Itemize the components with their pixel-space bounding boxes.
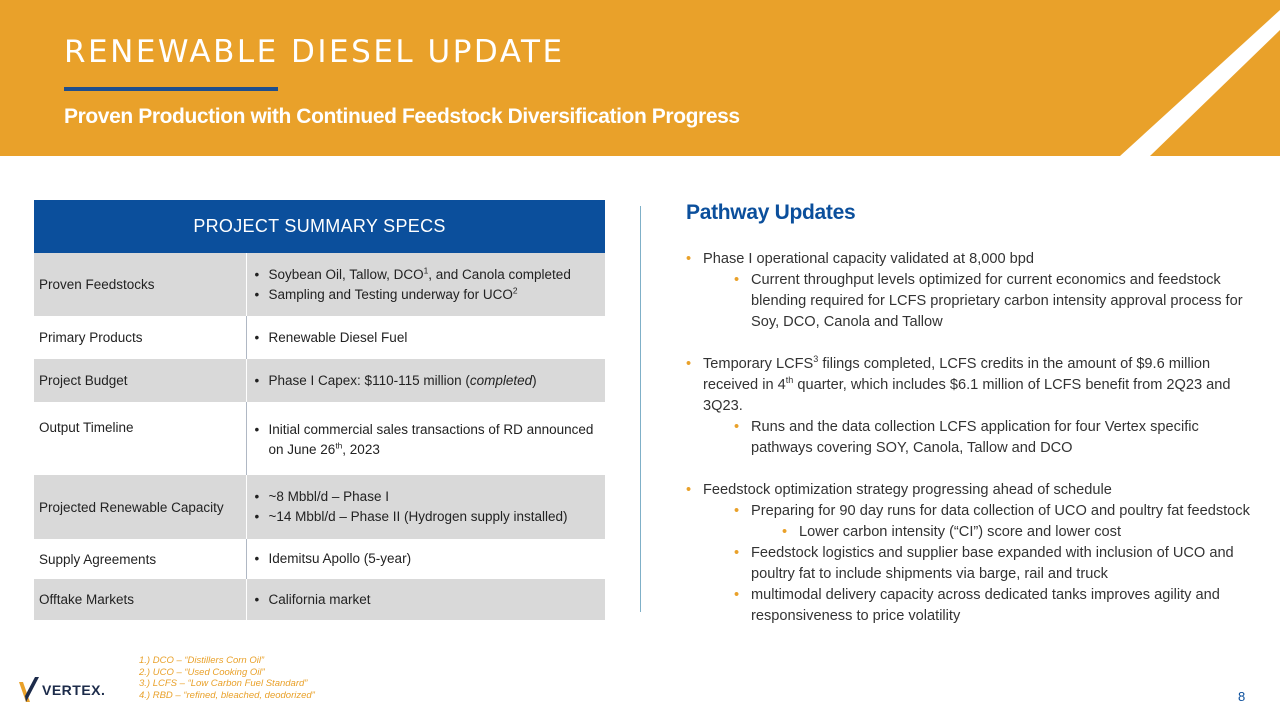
list-item: • Sampling and Testing underway for UCO$^2$ (255, 285, 600, 305)
list-item: • ~8 Mbbl/d – Phase I (255, 487, 600, 507)
project-summary-table (34, 200, 605, 620)
list-item: • Preparing for 90 day runs for data collection of UCO and poultry fat feedstock (686, 501, 1252, 522)
table-row (34, 539, 605, 579)
table-row (34, 402, 605, 475)
list-item: • Runs and the data collection LCFS application for four Vertex specific pathways covering SOY, Canola, Tallow and DCO (734, 419, 1199, 456)
list-item: • Phase I operational capacity validated at 8,000 bpd (686, 249, 1252, 270)
header-swoosh-icon (0, 0, 1280, 156)
footnote: 4.) RBD – “refined, bleached, deodorized” (139, 689, 315, 701)
footnote: 2.) UCO – “Used Cooking Oil” (139, 666, 265, 678)
list-item: • Soybean Oil, Tallow, DCO$^1$, and Canola completed (255, 265, 600, 285)
table-row (34, 253, 605, 316)
row-label: Supply Agreements (39, 551, 157, 567)
list-item: • California market (255, 590, 600, 610)
header-banner (0, 0, 1280, 156)
row-label: Output Timeline (39, 420, 134, 435)
vertex-logo (18, 676, 105, 704)
row-label: Primary Products (39, 330, 143, 345)
page-subtitle: Proven Production with Continued Feedstock Diversification Progress (64, 105, 740, 128)
list-item: • Temporary LCFS$^3$ filings completed, LCFS credits in the amount of $9.6 million received in 4th quarter, which includes $6.1 million of LCFS benefit from 2Q23 and 3Q23. (686, 354, 1231, 414)
bullet-icon: • (734, 503, 740, 519)
list-item: • Initial commercial sales transactions of RD announced on June 26th, 2023 (255, 420, 600, 460)
footnote: 3.) LCFS – “Low Carbon Fuel Standard” (139, 678, 308, 689)
table-row (34, 316, 605, 359)
list-item: • Renewable Diesel Fuel (255, 328, 600, 348)
row-label: Project Budget (34, 359, 246, 402)
list-item: • Feedstock logistics and supplier base expanded with inclusion of UCO and poultry fat to include shipments via barge, rail and truck (734, 545, 1234, 582)
bullet-icon: • (734, 272, 740, 288)
pathway-heading: Pathway Updates (686, 201, 856, 224)
page-number: 8 (1238, 689, 1246, 704)
list-item: • Current throughput levels optimized for current economics and feedstock blending required for LCFS proprietary carbon intensity approval process for Soy, DCO, Canola and Tallow (734, 272, 1243, 330)
title-underline (64, 87, 278, 91)
table-heading: PROJECT SUMMARY SPECS (34, 200, 605, 253)
bullet-icon: • (782, 524, 788, 540)
bullet-icon: • (686, 251, 692, 267)
list-item: • Phase I Capex: $110-115 million (completed) (255, 371, 600, 391)
pathway-list (686, 249, 1252, 627)
row-label: Proven Feedstocks (34, 253, 246, 316)
table-row (34, 475, 605, 539)
table-row (34, 579, 605, 620)
table-row (34, 359, 605, 402)
bullet-icon: • (686, 356, 692, 372)
footnote: 1.) DCO – “Distillers Corn Oil” (139, 655, 265, 666)
list-item: • Idemitsu Apollo (5-year) (255, 549, 600, 569)
logo-text: VERTEX. (42, 682, 106, 698)
bullet-icon: • (734, 545, 740, 561)
row-label: Offtake Markets (34, 579, 246, 620)
list-item: • Feedstock optimization strategy progressing ahead of schedule (686, 480, 1252, 501)
bullet-icon: • (734, 587, 740, 603)
page-title: RENEWABLE DIESEL UPDATE (64, 34, 565, 70)
list-item: • Lower carbon intensity (“CI”) score and lower cost (686, 522, 1252, 543)
bullet-icon: • (734, 419, 740, 435)
vertex-check-icon (18, 676, 40, 704)
list-item: • ~14 Mbbl/d – Phase II (Hydrogen supply installed) (255, 507, 600, 527)
column-divider (640, 206, 641, 612)
row-label: Projected Renewable Capacity (34, 475, 246, 539)
bullet-icon: • (686, 482, 692, 498)
footnotes (139, 655, 315, 701)
list-item: • multimodal delivery capacity across dedicated tanks improves agility and responsiveness to price volatility (734, 587, 1220, 624)
